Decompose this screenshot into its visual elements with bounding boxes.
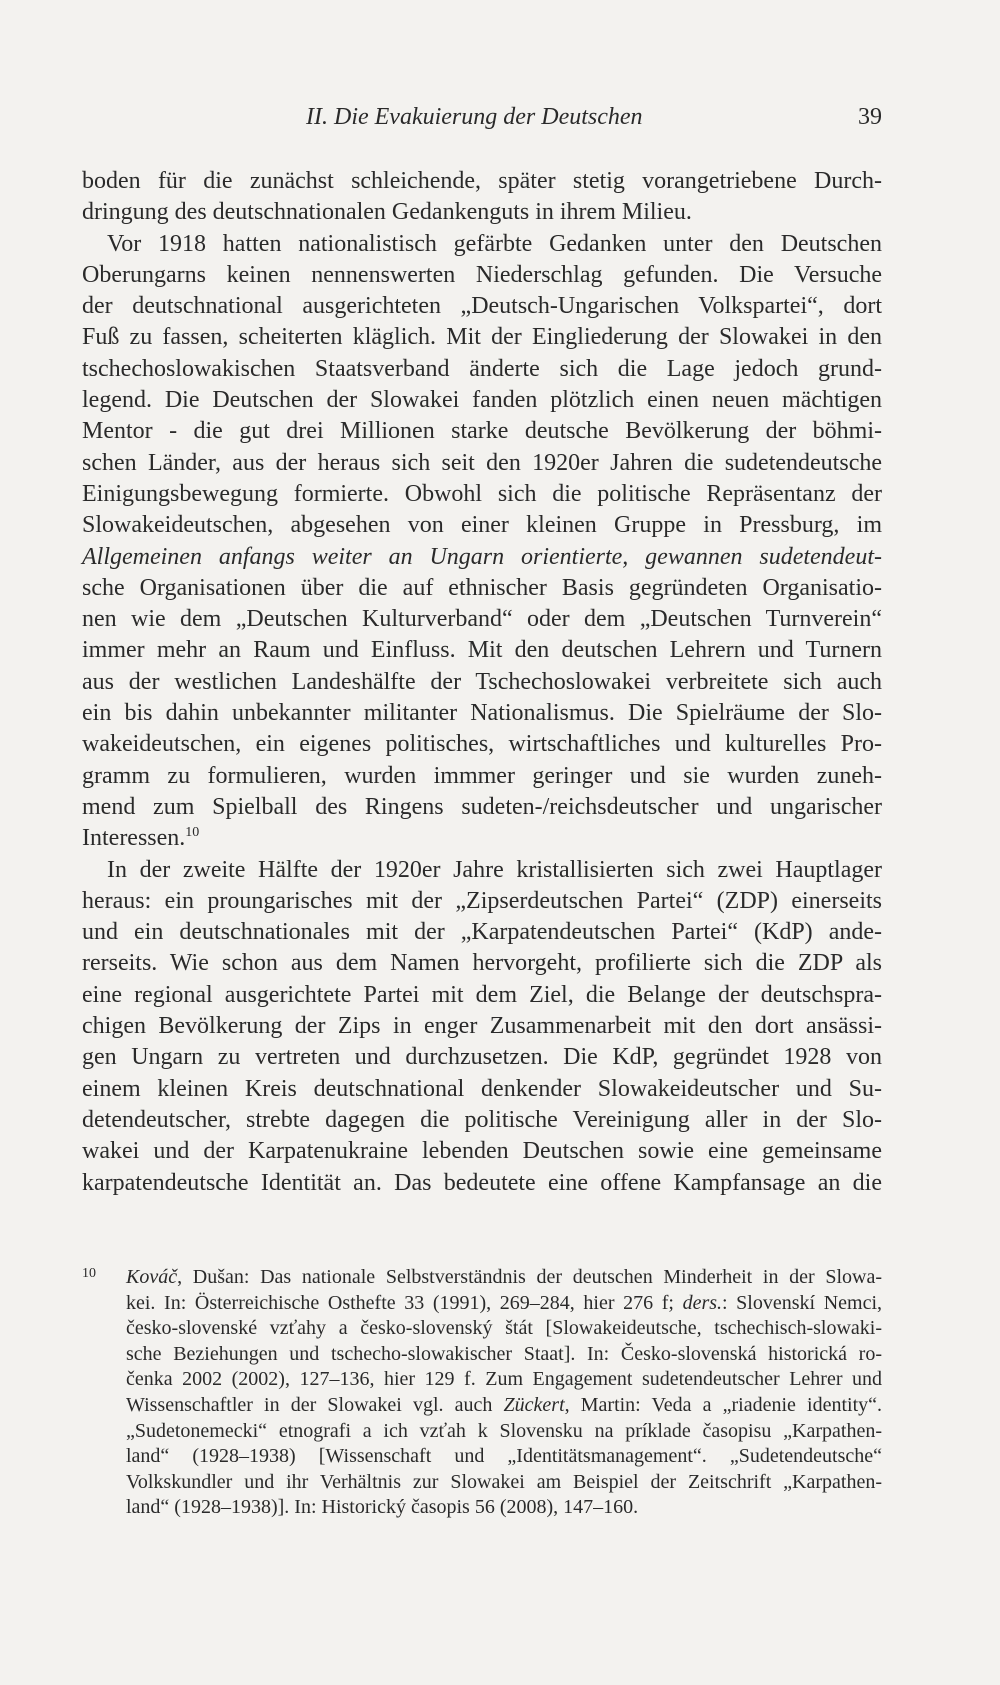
- text-fragment: Wissenschaftler in der Slowakei vgl. auch: [126, 1393, 504, 1416]
- footnote-line: Volkskundler und ihr Verhältnis zur Slowakei am Beispiel der Zeitschrift „Karpathen-: [126, 1470, 882, 1493]
- body-text: [82, 166, 882, 1199]
- text-line: der deutschnational ausgerichteten „Deutsch-Ungarischen Volkspartei“, dort: [82, 293, 882, 320]
- footnote-line: land“ (1928–1938) [Wissenschaft und „Identitätsmanagement“. „Sudetendeutsche“: [126, 1445, 882, 1468]
- text-line: Allgemeinen anfangs weiter an Ungarn orientierte, gewannen sudetendeut-: [82, 543, 882, 570]
- text-line: gen Ungarn zu vertreten und durchzusetzen. Die KdP, gegründet 1928 von: [82, 1044, 882, 1071]
- footnote-line: sche Beziehungen und tschecho-slowakischer Staat]. In: Česko-slovenská historická ro-: [126, 1342, 882, 1365]
- text-line: ein bis dahin unbekannter militanter Nationalismus. Die Spielräume der Slo-: [82, 700, 882, 727]
- text-line: sche Organisationen über die auf ethnischer Basis gegründeten Organisatio-: [82, 574, 882, 601]
- text-line: mend zum Spielball des Ringens sudeten-/reichsdeutscher und ungarischer: [82, 793, 882, 820]
- footnote-line: [126, 1393, 882, 1419]
- text-line: Mentor - die gut drei Millionen starke deutsche Bevölkerung der böhmi-: [82, 418, 882, 445]
- text-fragment: : Slovenskí Nemci,: [722, 1291, 883, 1314]
- text-line: einem kleinen Kreis deutschnational denkender Slowakeideutscher und Su-: [82, 1075, 882, 1102]
- footnote-line: [126, 1265, 882, 1291]
- text-line: heraus: ein proungarisches mit der „Zipserdeutschen Partei“ (ZDP) einerseits: [82, 887, 882, 914]
- page-number: 39: [858, 104, 882, 130]
- text-line: [82, 823, 882, 854]
- author-name: ders.: [682, 1291, 723, 1314]
- text-line: eine regional ausgerichtete Partei mit dem Ziel, die Belange der deutschspra-: [82, 981, 882, 1008]
- text-line: Einigungsbewegung formierte. Obwohl sich die politische Repräsentanz der: [82, 480, 882, 507]
- text-line: nen wie dem „Deutschen Kulturverband“ oder dem „Deutschen Turnverein“: [82, 606, 882, 633]
- footnote-line: land“ (1928–1938)]. In: Historický časopis 56 (2008), 147–160.: [126, 1496, 639, 1519]
- text-line: gramm zu formulieren, wurden immmer geringer und sie wurden zuneh-: [82, 762, 882, 789]
- footnote-number: 10: [82, 1266, 96, 1281]
- author-name: Kováč: [126, 1266, 178, 1288]
- text-line: wakei und der Karpatenukraine lebenden Deutschen sowie eine gemeinsame: [82, 1138, 882, 1165]
- footnote-text: [126, 1265, 882, 1521]
- running-title: II. Die Evakuierung der Deutschen: [306, 104, 643, 130]
- text-line: detendeutscher, strebte dagegen die politische Vereinigung aller in der Slo-: [82, 1106, 882, 1133]
- text-line: Slowakeideutschen, abgesehen von einer kleinen Gruppe in Pressburg, im: [82, 512, 882, 539]
- footnote-reference[interactable]: 10: [185, 825, 200, 841]
- text-line: dringung des deutschnationalen Gedankenguts in ihrem Milieu.: [82, 199, 692, 226]
- text-fragment: kei. In: Österreichische Osthefte 33 (1991), 269–284, hier 276 f;: [126, 1291, 683, 1314]
- text-line: aus der westlichen Landeshälfte der Tschechoslowakei verbreitete sich auch: [82, 668, 882, 695]
- footnote-line: česko-slovenské vzťahy a česko-slovenský štát [Slowakeideutsche, tschechisch-slowaki-: [126, 1317, 882, 1340]
- footnote-line: [126, 1291, 882, 1317]
- text-line: und ein deutschnationales mit der „Karpatendeutschen Partei“ (KdP) ande-: [82, 919, 882, 946]
- text-line: immer mehr an Raum und Einfluss. Mit den deutschen Lehrern und Turnern: [82, 637, 882, 664]
- footnote-line: „Sudetonemecki“ etnografi a ich vzťah k Slovensku na príklade časopisu „Karpathen-: [126, 1419, 882, 1442]
- text-line: tschechoslowakischen Staatsverband änderte sich die Lage jedoch grund-: [82, 355, 882, 382]
- text-fragment: , Martin: Veda a „riadenie identity“.: [564, 1393, 883, 1416]
- text-fragment: , Dušan: Das nationale Selbstverständnis der deutschen Minderheit in der Slowa-: [177, 1266, 882, 1288]
- text-line: boden für die zunächst schleichende, später stetig vorangetriebene Durch-: [82, 168, 882, 194]
- text-fragment: Interessen.: [82, 825, 186, 852]
- text-line: legend. Die Deutschen der Slowakei fanden plötzlich einen neuen mächtigen: [82, 387, 882, 414]
- text-line: Oberungarns keinen nennenswerten Niederschlag gefunden. Die Versuche: [82, 261, 882, 288]
- text-line: Vor 1918 hatten nationalistisch gefärbte Gedanken unter den Deutschen: [107, 230, 882, 257]
- text-line: Fuß zu fassen, scheiterten kläglich. Mit der Eingliederung der Slowakei in den: [82, 324, 882, 351]
- text-line: chigen Bevölkerung der Zips in enger Zusammenarbeit mit den dort ansässi-: [82, 1013, 882, 1040]
- text-line: schen Länder, aus der heraus sich seit den 1920er Jahren die sudetendeutsche: [82, 449, 882, 476]
- text-line: karpatendeutsche Identität an. Das bedeutete eine offene Kampfansage an die: [82, 1169, 882, 1196]
- page-header: [82, 104, 882, 144]
- author-name: Zückert: [503, 1393, 565, 1416]
- text-line: In der zweite Hälfte der 1920er Jahre kristallisierten sich zwei Hauptlager: [107, 856, 882, 883]
- text-line: wakeideutschen, ein eigenes politisches, wirtschaftliches und kulturelles Pro-: [82, 731, 882, 758]
- text-line: rerseits. Wie schon aus dem Namen hervorgeht, profilierte sich die ZDP als: [82, 950, 882, 977]
- footnote-line: čenka 2002 (2002), 127–136, hier 129 f. Zum Engagement sudetendeutscher Lehrer und: [126, 1368, 882, 1391]
